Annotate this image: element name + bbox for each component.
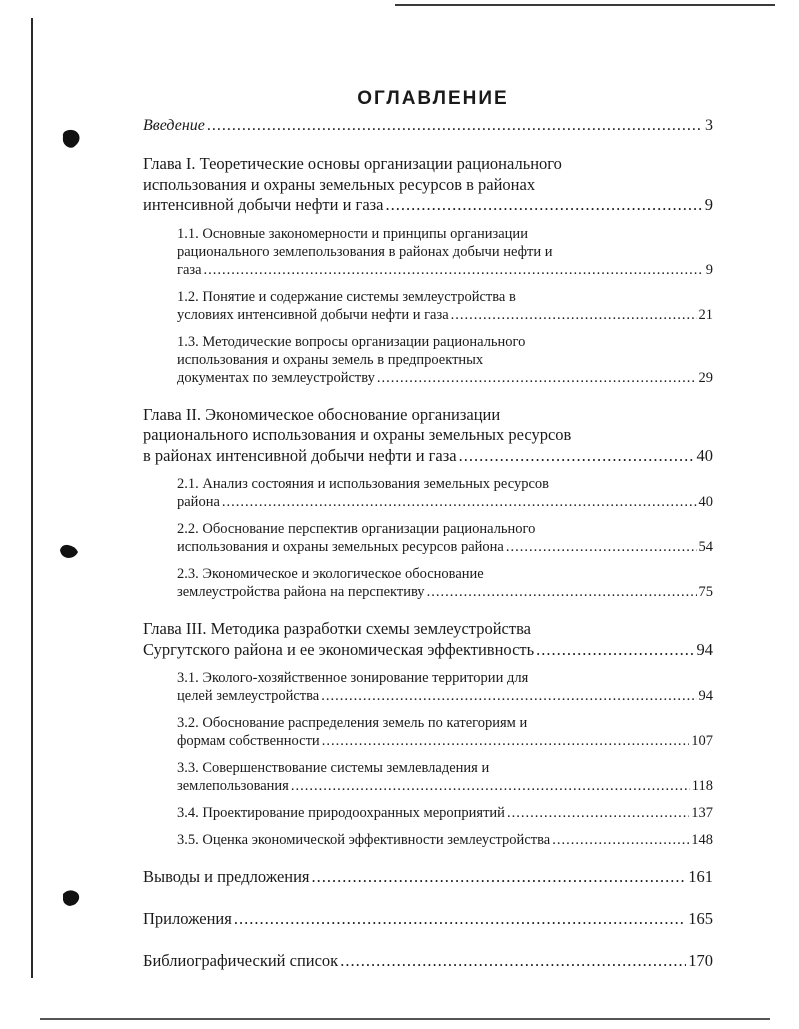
toc-final-entry — [143, 951, 713, 971]
leader-dots — [552, 831, 689, 849]
toc-page-number: 40 — [696, 445, 713, 465]
toc-entry-text-line: 2.3. Экономическое и экологическое обоснование — [177, 566, 484, 582]
toc-entry-label: документах по землеустройству — [177, 369, 375, 386]
toc-final-entry — [143, 867, 713, 887]
leader-dots — [377, 369, 697, 387]
toc-entry-text-line: 1.2. Понятие и содержание системы землеустройства в — [177, 288, 516, 305]
toc-entry-label: Приложения — [143, 909, 232, 928]
toc-entry-last-line — [143, 640, 713, 661]
toc-page-number: 148 — [691, 832, 713, 848]
leader-dots — [322, 732, 690, 750]
leader-dots — [507, 804, 689, 822]
scan-edge-bottom — [40, 1018, 770, 1020]
toc-section — [177, 288, 713, 324]
toc-entry-label: в районах интенсивной добычи нефти и газа — [143, 445, 457, 465]
leader-dots — [207, 116, 703, 136]
leader-dots — [385, 195, 702, 216]
page-title: ОГЛАВЛЕНИЕ — [357, 88, 509, 109]
toc-page-number: 9 — [705, 261, 713, 278]
toc-section — [177, 669, 713, 705]
toc-section — [177, 520, 713, 556]
leader-dots — [234, 909, 686, 929]
toc-entry-last-line — [177, 804, 713, 822]
leader-dots — [427, 583, 697, 601]
toc-entry-last-line — [177, 538, 713, 556]
toc-entry-text-line: Глава II. Экономическое обоснование организации — [143, 404, 501, 424]
leader-dots — [506, 538, 697, 556]
scan-edge-top — [395, 4, 775, 6]
toc-section — [177, 804, 713, 822]
toc-page-number: 137 — [691, 805, 713, 821]
toc-entry-label: целей землеустройства — [177, 688, 320, 704]
toc-section — [177, 714, 713, 750]
toc-page-number: 9 — [704, 195, 713, 214]
toc-entry-label: условиях интенсивной добычи нефти и газа — [177, 306, 449, 323]
toc-entry-intro — [143, 116, 713, 136]
toc-page-number: 3 — [705, 117, 713, 134]
toc-entry-last-line — [143, 909, 713, 929]
toc-entry-last-line — [177, 777, 713, 795]
toc-page-number: 21 — [698, 306, 713, 323]
toc-chapter — [143, 405, 713, 467]
toc-entry-label: района — [177, 494, 220, 510]
toc-entry-last-line — [143, 446, 713, 467]
leader-dots — [340, 951, 686, 971]
toc-section — [177, 759, 713, 795]
toc-entry-last-line — [177, 261, 713, 279]
toc-page-number: 161 — [688, 867, 713, 886]
toc-entry-text-line: 2.1. Анализ состояния и использования земельных ресурсов — [177, 476, 549, 492]
toc-entry-text-line: использования и охраны земельных ресурсов в районах — [143, 174, 536, 194]
toc-page-number: 75 — [698, 584, 713, 600]
toc-entry-text-line: 3.2. Обоснование распределения земель по категориям и — [177, 715, 528, 731]
toc-entry-label: газа — [177, 261, 202, 278]
toc-page-number: 40 — [698, 494, 713, 510]
toc-entry-last-line — [177, 687, 713, 705]
toc-entry-label: Библиографический список — [143, 951, 339, 970]
toc-entry-text-line: 1.1. Основные закономерности и принципы организации — [177, 225, 528, 242]
toc-section — [177, 831, 713, 849]
toc-entry-label: Выводы и предложения — [143, 867, 310, 886]
leader-dots — [451, 306, 697, 324]
toc-entry-last-line — [177, 369, 713, 387]
toc-entry-text-line: 1.3. Методические вопросы организации рационального — [177, 333, 526, 350]
toc-entry-label: использования и охраны земельных ресурсов района — [177, 539, 504, 555]
leader-dots — [222, 493, 697, 511]
toc-page-number: 165 — [688, 909, 713, 928]
hole-punch-mark — [60, 128, 82, 150]
toc-entry-last-line — [177, 732, 713, 750]
toc-entry-text-line: 3.3. Совершенствование системы землевладения и — [177, 760, 490, 776]
toc-page-number: 107 — [691, 733, 713, 749]
toc-entry-label: формам собственности — [177, 733, 320, 749]
leader-dots — [204, 261, 704, 279]
toc-entry-last-line — [143, 195, 713, 216]
toc-entry-label: 3.4. Проектирование природоохранных мероприятий — [177, 805, 505, 821]
toc-entry-label: землепользования — [177, 778, 289, 794]
toc-section — [177, 565, 713, 601]
toc-page-number: 54 — [698, 539, 713, 555]
toc-page-number: 170 — [688, 951, 713, 970]
toc-entry-last-line — [177, 831, 713, 849]
leader-dots — [312, 867, 687, 887]
toc-entry-last-line — [143, 867, 713, 887]
hole-punch-mark — [60, 888, 82, 910]
toc-chapter — [143, 619, 713, 660]
toc-entry-text-line: 2.2. Обоснование перспектив организации рационального — [177, 521, 536, 537]
toc-section — [177, 475, 713, 511]
toc-entry-last-line — [177, 493, 713, 511]
toc-page-number: 94 — [696, 639, 713, 659]
toc-entry-label: 3.5. Оценка экономической эффективности землеустройства — [177, 832, 551, 848]
toc-entry-text-line: 3.1. Эколого-хозяйственное зонирование территории для — [177, 670, 529, 686]
toc-entry-last-line — [143, 951, 713, 971]
toc-entry-label: Сургутского района и ее экономическая эффективность — [143, 639, 535, 659]
toc-chapter — [143, 154, 713, 216]
table-of-contents — [143, 116, 713, 971]
toc-section — [177, 333, 713, 387]
toc-entry-text-line: Глава III. Методика разработки схемы землеустройства — [143, 619, 531, 638]
leader-dots — [536, 640, 694, 661]
toc-section — [177, 225, 713, 279]
toc-entry-last-line — [177, 583, 713, 601]
hole-punch-mark — [58, 542, 80, 562]
leader-dots — [321, 687, 696, 705]
toc-entry-text-line: Глава I. Теоретические основы организации рационального — [143, 154, 562, 173]
toc-page-number: 94 — [698, 688, 713, 704]
toc-page-number: 29 — [698, 369, 713, 386]
toc-entry-label: землеустройства района на перспективу — [177, 584, 425, 600]
toc-entry-text-line: использования и охраны земель в предпроектных — [177, 351, 484, 368]
toc-entry-text-line: рационального использования и охраны земельных ресурсов — [143, 425, 572, 444]
scan-edge-left — [31, 18, 33, 978]
toc-entry-text-line: рационального землепользования в районах добычи нефти и — [177, 243, 553, 260]
leader-dots — [291, 777, 690, 795]
toc-final-entry — [143, 909, 713, 929]
toc-page-number: 118 — [691, 778, 713, 794]
leader-dots — [459, 446, 695, 467]
toc-entry-last-line — [177, 306, 713, 324]
toc-entry-label: интенсивной добычи нефти и газа — [143, 195, 384, 214]
toc-entry-label: Введение — [143, 117, 205, 134]
